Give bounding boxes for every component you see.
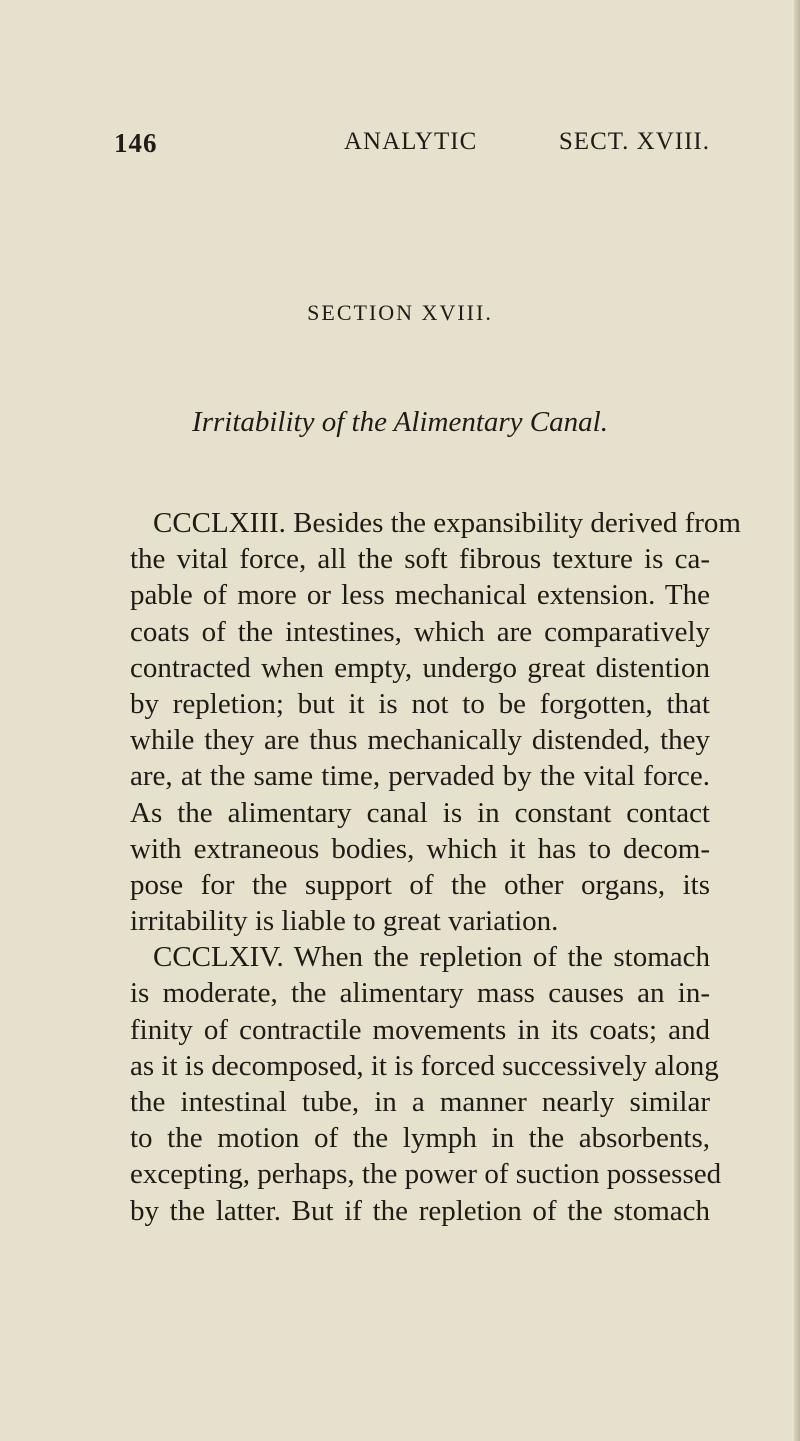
text-line: by the latter. But if the repletion of the stomach: [130, 1194, 710, 1227]
running-title: ANALYTIC: [344, 128, 478, 155]
text-line: excepting, perhaps, the power of suction possessed: [130, 1158, 722, 1191]
text-line: CCCLXIV. When the repletion of the stomach: [153, 941, 710, 974]
text-line: by repletion; but it is not to be forgotten, that: [130, 687, 710, 720]
text-line: pose for the support of the other organs, its: [130, 868, 710, 901]
text-line: As the alimentary canal is in constant contact: [130, 796, 710, 829]
text-line: the vital force, all the soft fibrous texture is ca-: [130, 543, 710, 576]
text-line: to the motion of the lymph in the absorbents,: [130, 1122, 710, 1155]
text-line: irritability is liable to great variation.: [130, 905, 559, 938]
paragraph-cccLxiii: [130, 505, 741, 939]
text-line: are, at the same time, pervaded by the vital force.: [130, 760, 710, 793]
page-edge: [794, 0, 800, 1441]
text-line: CCCLXIII. Besides the expansibility derived from: [153, 507, 741, 539]
text-line: finity of contractile movements in its coats; and: [130, 1013, 710, 1046]
text-line: pable of more or less mechanical extension. The: [130, 579, 710, 612]
text-line: the intestinal tube, in a manner nearly similar: [130, 1086, 710, 1118]
section-subtitle: Irritability of the Alimentary Canal.: [192, 406, 608, 438]
text-line: coats of the intestines, which are comparatively: [130, 615, 710, 648]
section-heading: SECTION XVIII.: [307, 300, 493, 325]
paragraph-ccclxiv: [130, 939, 722, 1229]
running-section: SECT. XVIII.: [558, 128, 710, 155]
text-line: as it is decomposed, it is forced successively along: [130, 1049, 719, 1082]
text-line: is moderate, the alimentary mass causes an in-: [130, 977, 710, 1010]
text-line: with extraneous bodies, which it has to decom-: [130, 832, 710, 865]
page-number: 146: [114, 128, 158, 158]
text-line: while they are thus mechanically distended, they: [130, 724, 710, 757]
text-line: contracted when empty, undergo great distention: [130, 651, 710, 684]
body-text: [130, 505, 741, 1229]
running-head: [114, 128, 710, 168]
